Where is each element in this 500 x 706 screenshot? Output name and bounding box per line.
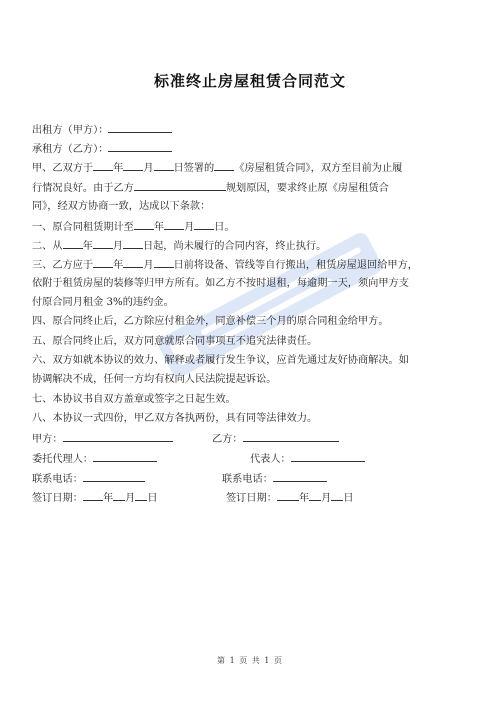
lessor-blank[interactable] <box>108 122 172 133</box>
date-blank[interactable] <box>93 160 113 171</box>
phone-a-label: 联系电话： <box>32 474 83 485</box>
clause-7: 七、本协议书自双方盖章或签字之日起生效。 <box>32 394 236 405</box>
intro-text: 甲、乙双方于 <box>32 163 94 174</box>
date-blank[interactable] <box>134 219 154 230</box>
clause-text: 日前将设备、管线等自行搬出，租赁房屋退回给甲方， <box>173 260 418 271</box>
clause-2 <box>32 238 326 254</box>
lessee-blank[interactable] <box>108 141 172 152</box>
date-blank[interactable] <box>123 257 143 268</box>
party-b-label: 乙方： <box>212 434 243 445</box>
clause-6-line-2: 协调解决不成，任何一方均有权向人民法院提起诉讼。 <box>32 374 277 385</box>
intro-text: 行情况良好。由于乙方 <box>32 183 134 194</box>
intro-text: 规划原因，要求终止原《房屋租赁合 <box>225 183 389 194</box>
party-a-label: 甲方： <box>32 434 63 445</box>
rep-blank[interactable] <box>291 451 365 462</box>
phone-b-sign <box>222 471 327 487</box>
agent-sign <box>32 451 157 467</box>
date-blank[interactable] <box>123 238 143 249</box>
phone-b-label: 联系电话： <box>222 474 273 485</box>
date-blank[interactable] <box>83 490 103 501</box>
rep-sign <box>250 451 365 467</box>
date-blank[interactable] <box>309 490 321 501</box>
clause-text: 日起，尚未履行的合同内容，终止执行。 <box>142 241 327 252</box>
intro-line-3: 同》，经双方协商一致，达成以下条款： <box>32 201 211 212</box>
clause-3-line-1 <box>32 257 418 273</box>
month-label: 月 <box>321 493 332 504</box>
month-label: 月 <box>184 222 195 233</box>
clause-8: 八、本协议一式四份，甲乙双方各执两份，具有同等法律效力。 <box>32 413 318 424</box>
date-blank[interactable] <box>331 490 343 501</box>
lessee-label: 承租方（乙方）： <box>32 144 109 155</box>
year-label: 年 <box>102 493 114 504</box>
date-blank[interactable] <box>93 257 113 268</box>
date-blank[interactable] <box>93 238 113 249</box>
contract-blank[interactable] <box>214 160 234 171</box>
party-a-sign <box>32 431 173 447</box>
intro-text: 日签署的 <box>173 163 215 174</box>
date-blank[interactable] <box>113 490 125 501</box>
lessor-line <box>32 122 172 138</box>
agent-label: 委托代理人： <box>32 454 94 465</box>
phone-a-sign <box>32 471 145 487</box>
date-a-label: 签订日期： <box>32 493 83 504</box>
year-label: 年 <box>82 241 93 252</box>
month-label: 月 <box>112 241 123 252</box>
phone-b-blank[interactable] <box>273 471 327 482</box>
date-blank[interactable] <box>123 160 143 171</box>
date-blank[interactable] <box>164 219 184 230</box>
date-blank[interactable] <box>63 238 83 249</box>
date-blank[interactable] <box>277 490 299 501</box>
year-label: 年 <box>153 222 165 233</box>
date-blank[interactable] <box>194 219 214 230</box>
year-label: 年 <box>113 260 124 271</box>
clause-text: 二、从 <box>32 241 63 252</box>
year-label: 年 <box>298 493 310 504</box>
clause-3-line-3: 付原合同月租金 3%的违约金。 <box>32 297 174 308</box>
phone-a-blank[interactable] <box>83 471 145 482</box>
day-label: 日 <box>147 493 158 504</box>
date-blank[interactable] <box>135 490 147 501</box>
document-title: 标准终止房屋租赁合同范文 <box>153 72 346 90</box>
party-a-blank[interactable] <box>63 431 173 442</box>
month-label: 月 <box>125 493 136 504</box>
lessor-label: 出租方（甲方）： <box>32 125 109 136</box>
date-blank[interactable] <box>154 257 174 268</box>
rep-label: 代表人： <box>250 454 291 465</box>
clause-3-line-2: 依附于租赁房屋的装修等归甲方所有。如乙方不按时退租，每逾期一天，须向甲方支 <box>32 278 409 289</box>
reason-blank[interactable] <box>134 180 226 191</box>
date-blank[interactable] <box>154 160 174 171</box>
clause-text: 三、乙方应于 <box>32 260 94 271</box>
month-label: 月 <box>143 260 154 271</box>
clause-1 <box>32 219 235 235</box>
agent-blank[interactable] <box>93 451 157 462</box>
day-label: 日 <box>343 493 354 504</box>
party-b-sign <box>212 431 339 447</box>
intro-line-2 <box>32 180 389 196</box>
year-label: 年 <box>113 163 124 174</box>
party-b-blank[interactable] <box>243 431 339 442</box>
date-a-sign <box>32 490 158 506</box>
clause-text: 一、原合同租赁期计至 <box>32 222 134 233</box>
intro-line-1 <box>32 160 402 176</box>
intro-text: 《房屋租赁合同》，双方至目前为止履 <box>234 163 403 174</box>
month-label: 月 <box>143 163 154 174</box>
clause-6-line-1: 六、双方如就本协议的效力、解释或者履行发生争议，应首先通过友好协商解决。如 <box>32 355 409 366</box>
date-b-label: 签订日期： <box>226 493 277 504</box>
lessee-line <box>32 141 172 157</box>
clause-4: 四、原合同终止后，乙方除应付租金外，同意补偿三个月的原合同租金给甲方。 <box>32 316 389 327</box>
clause-5: 五、原合同终止后，双方同意就原合同事项互不追究法律责任。 <box>32 336 318 347</box>
clause-text: 日。 <box>214 222 235 233</box>
date-b-sign <box>226 490 354 506</box>
page-footer: 第 1 页 共 1 页 <box>217 656 283 665</box>
